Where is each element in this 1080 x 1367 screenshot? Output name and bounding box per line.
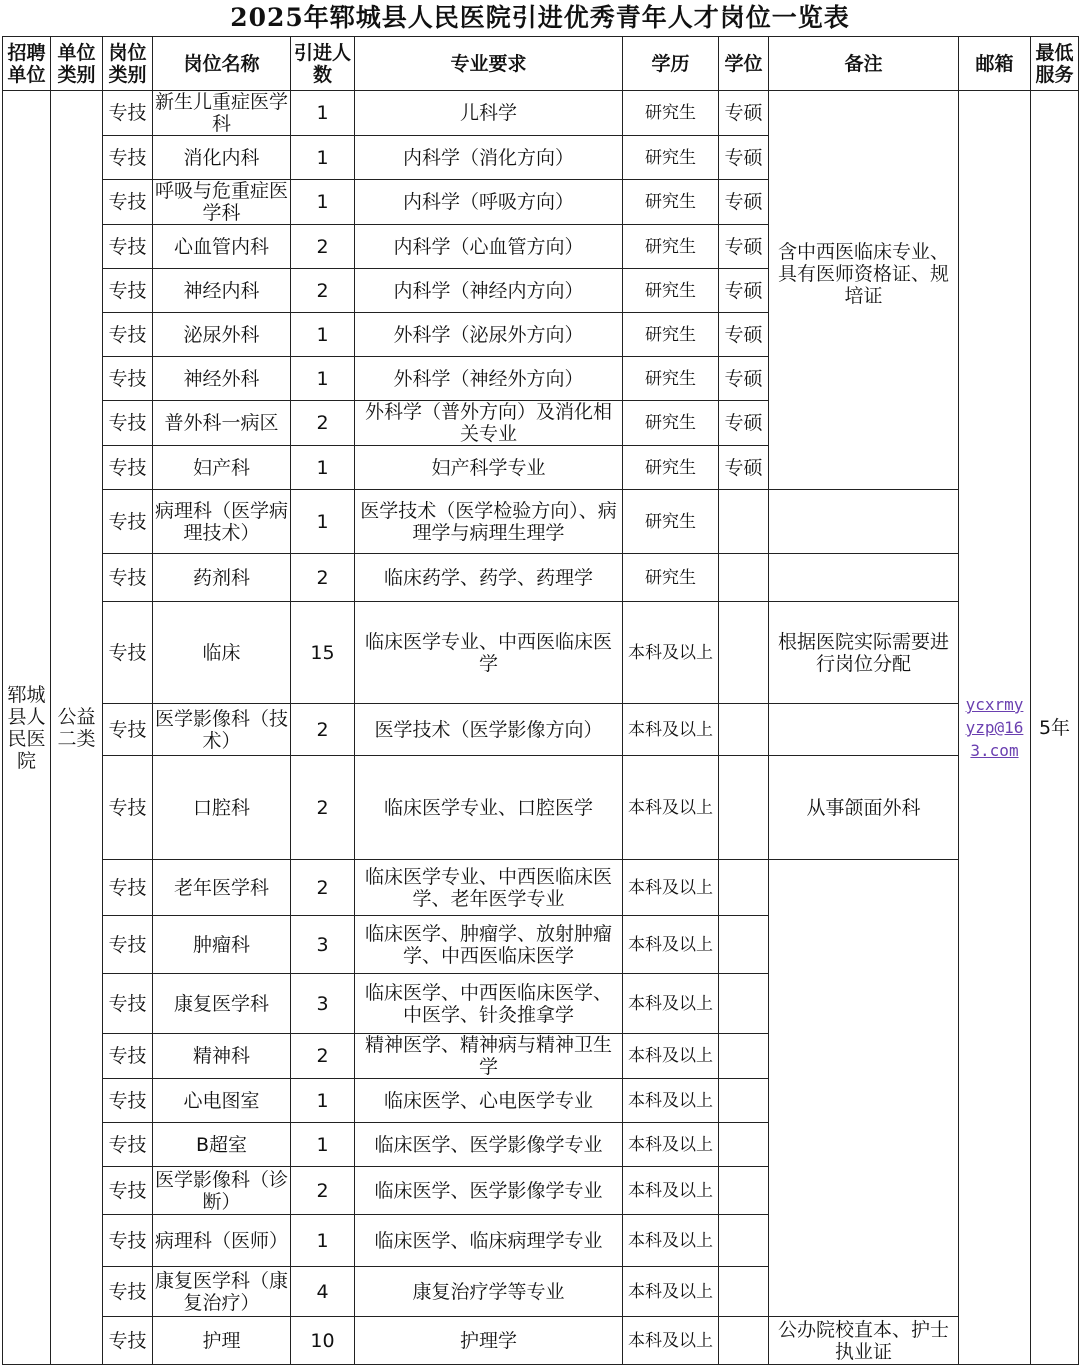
education-cell: 研究生 — [623, 91, 719, 136]
post-name-cell: 病理科（医学病理技术） — [153, 490, 291, 554]
email-link[interactable]: ycxrmyyzp@163.com — [965, 695, 1024, 760]
degree-cell: 专硕 — [719, 313, 769, 357]
email-cell — [959, 91, 1031, 1365]
degree-cell — [719, 1317, 769, 1365]
degree-cell: 专硕 — [719, 269, 769, 313]
count-cell: 1 — [291, 490, 355, 554]
post-type-cell: 专技 — [103, 974, 153, 1034]
count-cell: 1 — [291, 313, 355, 357]
post-name-cell: 心血管内科 — [153, 225, 291, 269]
major-cell: 临床医学、医学影像学专业 — [355, 1123, 623, 1167]
education-cell: 研究生 — [623, 313, 719, 357]
post-name-cell: 临床 — [153, 602, 291, 704]
post-type-cell: 专技 — [103, 860, 153, 916]
remark-cell: 公办院校直本、护士执业证 — [769, 1317, 959, 1365]
post-type-cell: 专技 — [103, 1317, 153, 1365]
major-cell: 临床医学专业、中西医临床医学、老年医学专业 — [355, 860, 623, 916]
degree-cell — [719, 1123, 769, 1167]
education-cell: 研究生 — [623, 554, 719, 602]
count-cell: 2 — [291, 225, 355, 269]
post-name-cell: 老年医学科 — [153, 860, 291, 916]
post-name-cell: 泌尿外科 — [153, 313, 291, 357]
remark-cell — [769, 490, 959, 554]
major-cell: 儿科学 — [355, 91, 623, 136]
post-name-cell: 康复医学科（康复治疗） — [153, 1267, 291, 1317]
count-cell: 1 — [291, 136, 355, 180]
post-type-cell: 专技 — [103, 1034, 153, 1079]
post-type-cell: 专技 — [103, 554, 153, 602]
table-row — [3, 554, 1079, 602]
post-name-cell: 妇产科 — [153, 446, 291, 490]
degree-cell: 专硕 — [719, 91, 769, 136]
education-cell: 本科及以上 — [623, 704, 719, 756]
education-cell: 研究生 — [623, 180, 719, 225]
post-type-cell: 专技 — [103, 401, 153, 446]
major-cell: 医学技术（医学检验方向）、病理学与病理生理学 — [355, 490, 623, 554]
count-cell: 1 — [291, 180, 355, 225]
degree-cell: 专硕 — [719, 225, 769, 269]
post-name-cell: 普外科一病区 — [153, 401, 291, 446]
post-type-cell: 专技 — [103, 490, 153, 554]
post-type-cell: 专技 — [103, 269, 153, 313]
education-cell: 本科及以上 — [623, 916, 719, 974]
table-row — [3, 490, 1079, 554]
degree-cell: 专硕 — [719, 401, 769, 446]
count-cell: 2 — [291, 860, 355, 916]
post-name-cell: 神经外科 — [153, 357, 291, 401]
degree-cell: 专硕 — [719, 136, 769, 180]
post-type-cell: 专技 — [103, 602, 153, 704]
count-cell: 2 — [291, 704, 355, 756]
post-name-cell: 呼吸与危重症医学科 — [153, 180, 291, 225]
education-cell: 本科及以上 — [623, 1123, 719, 1167]
post-type-cell: 专技 — [103, 91, 153, 136]
post-name-cell: 病理科（医师） — [153, 1215, 291, 1267]
degree-cell — [719, 860, 769, 916]
major-cell: 康复治疗学等专业 — [355, 1267, 623, 1317]
post-type-cell: 专技 — [103, 916, 153, 974]
education-cell: 本科及以上 — [623, 974, 719, 1034]
post-type-cell: 专技 — [103, 1267, 153, 1317]
post-type-cell: 专技 — [103, 357, 153, 401]
major-cell: 内科学（心血管方向） — [355, 225, 623, 269]
table-row — [3, 602, 1079, 704]
education-cell: 研究生 — [623, 446, 719, 490]
major-cell: 内科学（呼吸方向） — [355, 180, 623, 225]
major-cell: 内科学（神经内方向） — [355, 269, 623, 313]
major-cell: 护理学 — [355, 1317, 623, 1365]
degree-cell — [719, 1167, 769, 1215]
post-type-cell: 专技 — [103, 1123, 153, 1167]
table-row — [3, 756, 1079, 860]
education-cell: 本科及以上 — [623, 1317, 719, 1365]
education-cell: 研究生 — [623, 225, 719, 269]
degree-cell — [719, 1034, 769, 1079]
count-cell: 1 — [291, 446, 355, 490]
table-row — [3, 1317, 1079, 1365]
count-cell: 2 — [291, 1167, 355, 1215]
unit-cell: 郓城县人民医院 — [3, 91, 51, 1365]
count-cell: 2 — [291, 1034, 355, 1079]
education-cell: 研究生 — [623, 490, 719, 554]
degree-cell — [719, 1267, 769, 1317]
header-unit: 招聘单位 — [3, 37, 51, 91]
post-name-cell: 神经内科 — [153, 269, 291, 313]
count-cell: 2 — [291, 269, 355, 313]
header-row — [3, 37, 1079, 91]
post-name-cell: 心电图室 — [153, 1079, 291, 1123]
remark-cell — [769, 860, 959, 1317]
education-cell: 研究生 — [623, 269, 719, 313]
count-cell: 4 — [291, 1267, 355, 1317]
education-cell: 本科及以上 — [623, 756, 719, 860]
education-cell: 本科及以上 — [623, 1034, 719, 1079]
table-row — [3, 91, 1079, 136]
count-cell: 1 — [291, 1123, 355, 1167]
education-cell: 研究生 — [623, 357, 719, 401]
post-name-cell: 口腔科 — [153, 756, 291, 860]
count-cell: 2 — [291, 554, 355, 602]
count-cell: 2 — [291, 756, 355, 860]
table-body — [3, 91, 1079, 1365]
post-type-cell: 专技 — [103, 756, 153, 860]
table-row — [3, 860, 1079, 916]
major-cell: 临床医学、肿瘤学、放射肿瘤学、中西医临床医学 — [355, 916, 623, 974]
header-service: 最低服务 — [1031, 37, 1079, 91]
post-type-cell: 专技 — [103, 704, 153, 756]
post-type-cell: 专技 — [103, 180, 153, 225]
major-cell: 临床医学专业、口腔医学 — [355, 756, 623, 860]
post-type-cell: 专技 — [103, 1079, 153, 1123]
header-major: 专业要求 — [355, 37, 623, 91]
degree-cell — [719, 974, 769, 1034]
post-name-cell: 消化内科 — [153, 136, 291, 180]
degree-cell — [719, 602, 769, 704]
service-cell: 5年 — [1031, 91, 1079, 1365]
major-cell: 内科学（消化方向） — [355, 136, 623, 180]
degree-cell — [719, 916, 769, 974]
major-cell: 临床医学、医学影像学专业 — [355, 1167, 623, 1215]
remark-cell — [769, 554, 959, 602]
post-name-cell: 护理 — [153, 1317, 291, 1365]
count-cell: 3 — [291, 916, 355, 974]
major-cell: 外科学（泌尿外方向） — [355, 313, 623, 357]
post-type-cell: 专技 — [103, 1215, 153, 1267]
major-cell: 医学技术（医学影像方向） — [355, 704, 623, 756]
degree-cell: 专硕 — [719, 180, 769, 225]
degree-cell — [719, 756, 769, 860]
major-cell: 临床医学、心电医学专业 — [355, 1079, 623, 1123]
major-cell: 临床医学专业、中西医临床医学 — [355, 602, 623, 704]
education-cell: 本科及以上 — [623, 860, 719, 916]
major-cell: 精神医学、精神病与精神卫生学 — [355, 1034, 623, 1079]
post-type-cell: 专技 — [103, 313, 153, 357]
education-cell: 本科及以上 — [623, 1079, 719, 1123]
count-cell: 1 — [291, 357, 355, 401]
degree-cell — [719, 490, 769, 554]
count-cell: 1 — [291, 91, 355, 136]
degree-cell — [719, 704, 769, 756]
education-cell: 研究生 — [623, 401, 719, 446]
unit-type-cell: 公益二类 — [51, 91, 103, 1365]
education-cell: 本科及以上 — [623, 1167, 719, 1215]
count-cell: 1 — [291, 1215, 355, 1267]
count-cell: 10 — [291, 1317, 355, 1365]
header-post-name: 岗位名称 — [153, 37, 291, 91]
degree-cell: 专硕 — [719, 446, 769, 490]
count-cell: 2 — [291, 401, 355, 446]
header-degree: 学位 — [719, 37, 769, 91]
degree-cell — [719, 1079, 769, 1123]
major-cell: 妇产科学专业 — [355, 446, 623, 490]
degree-cell: 专硕 — [719, 357, 769, 401]
header-unit-type: 单位类别 — [51, 37, 103, 91]
degree-cell — [719, 1215, 769, 1267]
post-name-cell: 康复医学科 — [153, 974, 291, 1034]
post-type-cell: 专技 — [103, 1167, 153, 1215]
education-cell: 研究生 — [623, 136, 719, 180]
education-cell: 本科及以上 — [623, 1215, 719, 1267]
education-cell: 本科及以上 — [623, 602, 719, 704]
post-name-cell: 医学影像科（诊断） — [153, 1167, 291, 1215]
post-name-cell: 新生儿重症医学科 — [153, 91, 291, 136]
header-remark: 备注 — [769, 37, 959, 91]
page-title: 2025年郓城县人民医院引进优秀青年人才岗位一览表 — [230, 3, 850, 32]
post-name-cell: 药剂科 — [153, 554, 291, 602]
major-cell: 临床医学、中西医临床医学、中医学、针灸推拿学 — [355, 974, 623, 1034]
count-cell: 15 — [291, 602, 355, 704]
major-cell: 临床药学、药学、药理学 — [355, 554, 623, 602]
major-cell: 外科学（神经外方向） — [355, 357, 623, 401]
post-name-cell: 精神科 — [153, 1034, 291, 1079]
positions-table — [2, 36, 1079, 1365]
post-name-cell: 医学影像科（技术） — [153, 704, 291, 756]
table-row — [3, 704, 1079, 756]
post-type-cell: 专技 — [103, 136, 153, 180]
header-email: 邮箱 — [959, 37, 1031, 91]
major-cell: 外科学（普外方向）及消化相关专业 — [355, 401, 623, 446]
remark-cell — [769, 704, 959, 756]
post-name-cell: 肿瘤科 — [153, 916, 291, 974]
count-cell: 1 — [291, 1079, 355, 1123]
header-post-type: 岗位类别 — [103, 37, 153, 91]
degree-cell — [719, 554, 769, 602]
post-type-cell: 专技 — [103, 225, 153, 269]
header-education: 学历 — [623, 37, 719, 91]
major-cell: 临床医学、临床病理学专业 — [355, 1215, 623, 1267]
education-cell: 本科及以上 — [623, 1267, 719, 1317]
remark-cell: 含中西医临床专业、具有医师资格证、规培证 — [769, 91, 959, 490]
header-count: 引进人数 — [291, 37, 355, 91]
post-name-cell: B超室 — [153, 1123, 291, 1167]
remark-cell: 从事颌面外科 — [769, 756, 959, 860]
count-cell: 3 — [291, 974, 355, 1034]
remark-cell: 根据医院实际需要进行岗位分配 — [769, 602, 959, 704]
post-type-cell: 专技 — [103, 446, 153, 490]
